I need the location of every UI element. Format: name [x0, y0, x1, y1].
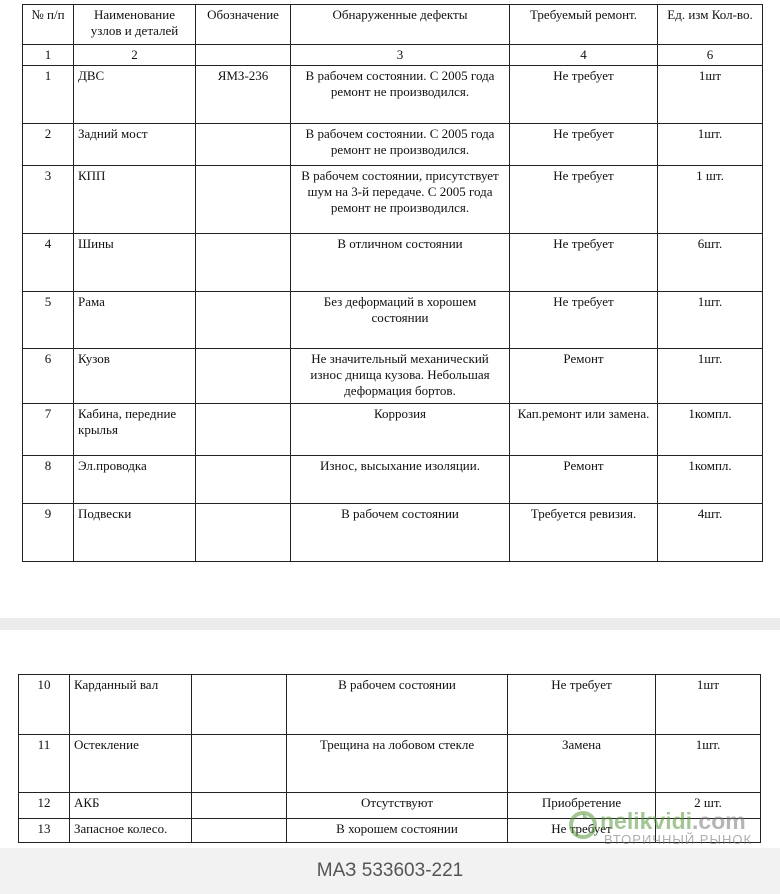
required-repair: Не требует: [510, 124, 658, 166]
column-number: 1: [23, 45, 74, 66]
header-quantity: Ед. изм Кол-во.: [658, 5, 763, 45]
page-gap: [0, 618, 780, 630]
column-number: 4: [510, 45, 658, 66]
defect-description: Не значительный механический износ днища кузова. Небольшая деформация бортов.: [291, 349, 510, 404]
defect-description: Коррозия: [291, 404, 510, 456]
watermark-brand: nelikvidi.com: [600, 808, 746, 834]
part-name: Задний мост: [74, 124, 196, 166]
listing-title: МАЗ 533603-221: [316, 860, 464, 881]
required-repair: Не требует: [510, 234, 658, 292]
watermark-recycle-icon: [568, 810, 598, 840]
column-number: 6: [658, 45, 763, 66]
row-number: 2: [23, 124, 74, 166]
defect-description: В рабочем состоянии: [291, 504, 510, 562]
defect-description: Трещина на лобовом стекле: [287, 735, 508, 793]
column-number: [196, 45, 291, 66]
defect-description: Отсутствуют: [287, 793, 508, 819]
required-repair: Не требует: [510, 166, 658, 234]
part-designation: [192, 675, 287, 735]
part-name: ДВС: [74, 66, 196, 124]
required-repair: Ремонт: [510, 349, 658, 404]
row-number: 12: [19, 793, 70, 819]
defect-description: В хорошем состоянии: [287, 819, 508, 843]
table-row: [23, 456, 763, 504]
defect-description: В рабочем состоянии, присутствует шум на 3-й передаче. С 2005 года ремонт не производился.: [291, 166, 510, 234]
table-row: [23, 349, 763, 404]
defect-description: В рабочем состоянии. С 2005 года ремонт не производился.: [291, 124, 510, 166]
table-row: [23, 404, 763, 456]
required-repair: Не требует: [508, 675, 656, 735]
part-name: Остекление: [70, 735, 192, 793]
part-name: Карданный вал: [70, 675, 192, 735]
row-number: 10: [19, 675, 70, 735]
part-name: КПП: [74, 166, 196, 234]
quantity: 1шт: [658, 66, 763, 124]
part-designation: ЯМЗ-236: [196, 66, 291, 124]
required-repair: Ремонт: [510, 456, 658, 504]
required-repair: Не требует: [510, 66, 658, 124]
part-designation: [192, 735, 287, 793]
part-designation: [192, 793, 287, 819]
row-number: 13: [19, 819, 70, 843]
row-number: 1: [23, 66, 74, 124]
quantity: 1шт.: [658, 349, 763, 404]
quantity: 4шт.: [658, 504, 763, 562]
row-number: 5: [23, 292, 74, 349]
quantity: 1шт.: [658, 124, 763, 166]
part-name: АКБ: [70, 793, 192, 819]
defect-description: Без деформаций в хорошем состоянии: [291, 292, 510, 349]
row-number: 4: [23, 234, 74, 292]
column-number: 2: [74, 45, 196, 66]
table-row: [23, 292, 763, 349]
column-number: 3: [291, 45, 510, 66]
table-row: [23, 504, 763, 562]
part-designation: [196, 124, 291, 166]
part-designation: [192, 819, 287, 843]
row-number: 9: [23, 504, 74, 562]
row-number: 11: [19, 735, 70, 793]
quantity: 6шт.: [658, 234, 763, 292]
required-repair: Не требует: [510, 292, 658, 349]
row-number: 8: [23, 456, 74, 504]
table-row: [23, 234, 763, 292]
row-number: 7: [23, 404, 74, 456]
quantity: 1компл.: [658, 456, 763, 504]
required-repair: Требуется ревизия.: [510, 504, 658, 562]
quantity: 1шт.: [656, 735, 761, 793]
part-designation: [196, 349, 291, 404]
part-name: Эл.проводка: [74, 456, 196, 504]
required-repair: Замена: [508, 735, 656, 793]
quantity: 1шт.: [658, 292, 763, 349]
listing-title-bar: [0, 848, 780, 894]
part-name: Рама: [74, 292, 196, 349]
required-repair: Не требует: [508, 819, 656, 843]
required-repair: Кап.ремонт или замена.: [510, 404, 658, 456]
table-row: [23, 124, 763, 166]
header-designation: Обозначение: [196, 5, 291, 45]
defect-description: В отличном состоянии: [291, 234, 510, 292]
table-row: [19, 735, 761, 793]
header-defects: Обнаруженные дефекты: [291, 5, 510, 45]
site-watermark: [568, 808, 768, 848]
table-row: [23, 66, 763, 124]
header-number: № п/п: [23, 5, 74, 45]
part-designation: [196, 456, 291, 504]
required-repair: Приобретение: [508, 793, 656, 819]
part-designation: [196, 404, 291, 456]
part-designation: [196, 504, 291, 562]
defect-description: Износ, высыхание изоляции.: [291, 456, 510, 504]
quantity: 1 шт.: [658, 166, 763, 234]
watermark-subtitle: ВТОРИЧНЫЙ РЫНОК: [604, 832, 753, 847]
part-designation: [196, 292, 291, 349]
part-name: Шины: [74, 234, 196, 292]
table-row: [23, 166, 763, 234]
header-repair: Требуемый ремонт.: [510, 5, 658, 45]
part-name: Кабина, передние крылья: [74, 404, 196, 456]
header-row: [23, 5, 763, 45]
defects-table-page-1: [22, 4, 763, 562]
row-number: 3: [23, 166, 74, 234]
part-name: Запасное колесо.: [70, 819, 192, 843]
part-designation: [196, 166, 291, 234]
defect-description: В рабочем состоянии: [287, 675, 508, 735]
header-name: Наименование узлов и деталей: [74, 5, 196, 45]
part-designation: [196, 234, 291, 292]
quantity: 1шт: [656, 675, 761, 735]
table-row: [19, 675, 761, 735]
part-name: Кузов: [74, 349, 196, 404]
quantity: 2 шт.: [656, 793, 761, 819]
row-number: 6: [23, 349, 74, 404]
column-number-row: [23, 45, 763, 66]
part-name: Подвески: [74, 504, 196, 562]
defect-description: В рабочем состоянии. С 2005 года ремонт не производился.: [291, 66, 510, 124]
quantity: 1компл.: [658, 404, 763, 456]
